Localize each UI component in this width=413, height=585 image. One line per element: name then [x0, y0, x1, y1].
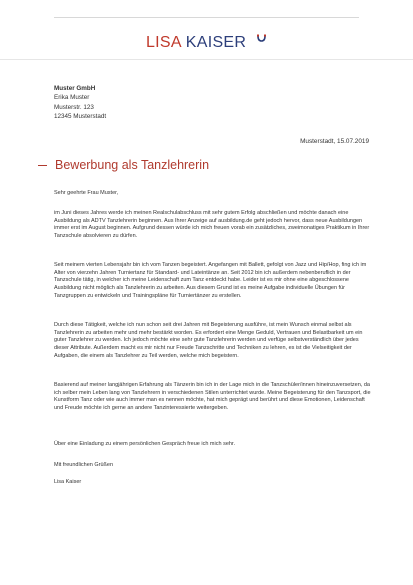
- logo-last-name: KAISER: [185, 34, 247, 51]
- closing: Mit freundlichen Grüßen: [54, 462, 113, 468]
- letterhead-logo: [0, 34, 413, 52]
- letter-paragraph-4: [54, 382, 372, 413]
- letter-paragraph-1: [54, 210, 372, 241]
- paragraph-text: Über eine Einladung zu einem persönlichen Gespräch freue ich mich sehr.: [54, 441, 235, 447]
- subject-dash-icon: [38, 165, 47, 166]
- logo-mark-icon: [256, 33, 267, 44]
- letter-paragraph-5: [54, 441, 372, 449]
- subject-text: Bewerbung als Tanzlehrerin: [55, 158, 210, 172]
- letter-paragraph-2: [54, 262, 372, 301]
- paragraph-text: im Juni dieses Jahres werde ich meinen Realschulabschluss mit sehr gutem Erfolg abschließen und möchte danach eine Ausbildung als ADTV Tanzlehrerin beginnen. Aus Ihrer Anzeige auf ausbildung.de geht jedoch hervor, dass neue Ausbildungen immer erst im August beginnen. Aufgrund dessen würde ich mich freuen vorab ein zusätzliches, zweimonatiges Praktikum in Ihrer Tanzschule absolvieren zu dürfen.: [54, 210, 370, 240]
- paragraph-text: Seit meinem vierten Lebensjahr bin ich vom Tanzen begeistert. Angefangen mit Ballett, gefolgt von Jazz und Hip/Hop, fing ich im Alter von vierzehn Jahren Turniertanz für Standard- und Lateintänze an. Seit 2012 bin ich außerdem nebenberuflich in der Tanzschule tätig, in welcher ich meine Leidenschaft zum Tanz entdeckt habe. Leider ist es mir ohne eine abgeschlossene Ausbildung nicht möglich als Tanzlehrerin zu arbeiten. Aus diesem Grund ist es meine Aufgabe individuelle Übungen für Tanzgruppen zu entwickeln und Trainingspläne für Turniertänzer zu erstellen.: [54, 262, 367, 299]
- top-divider: [54, 17, 359, 18]
- salutation: Sehr geehrte Frau Muster,: [54, 190, 119, 196]
- recipient-company: Muster GmbH: [54, 85, 96, 92]
- subject-line: [38, 158, 209, 172]
- recipient-name: Erika Muster: [54, 94, 90, 102]
- logo-first-name: LISA: [145, 34, 181, 51]
- letter-paragraph-3: [54, 322, 372, 361]
- signature-name: Lisa Kaiser: [54, 479, 82, 485]
- paragraph-text: Durch diese Tätigkeit, welche ich nun schon seit drei Jahren mit Begeisterung ausführe, ist mein Wunsch einmal selbst als Tanzlehrerin zu arbeiten mehr und mehr bestärkt worden. Es erfordert eine Menge Geduld, Vertrauen und Belastbarkeit um ein guter Tanzlehrer zu werden. Ich jedoch möchte eine sehr gute Tanzlehrerin werden und verfüge selbstverständlich über jedes dieser Attribute. Außerdem macht es mir nicht nur Freude Tanzschritte und Techniken zu lehren, es ist die Vielseitigkeit der Aufgaben, die einem als Tanzlehrer zu Teil werden, welche mich begeistern.: [54, 322, 363, 359]
- date-line: Musterstadt, 15.07.2019: [300, 138, 369, 145]
- paragraph-text: Basierend auf meiner langjährigen Erfahrung als Tänzerin bin ich in der Lage mich in die Tanzschüler/innen hineinzuversetzen, da ich selber mein Leben lang von Tanzlehrern in verschiedenen Stilen unterrichtet wurde. Meine Begeisterung für den Tanzsport, die Kunstform Tanz oder wie auch immer man es nennen möchte, hat mich geprägt und berührt und diese Emotionen, Leidenschaft und Freude möchte ich gerne an andere Tanzinteressierte weitergeben.: [54, 382, 371, 412]
- recipient-city: 12345 Musterstadt: [54, 113, 107, 121]
- recipient-street: Musterstr. 123: [54, 103, 94, 111]
- recipient-address: [54, 84, 106, 122]
- header-divider: [0, 59, 413, 60]
